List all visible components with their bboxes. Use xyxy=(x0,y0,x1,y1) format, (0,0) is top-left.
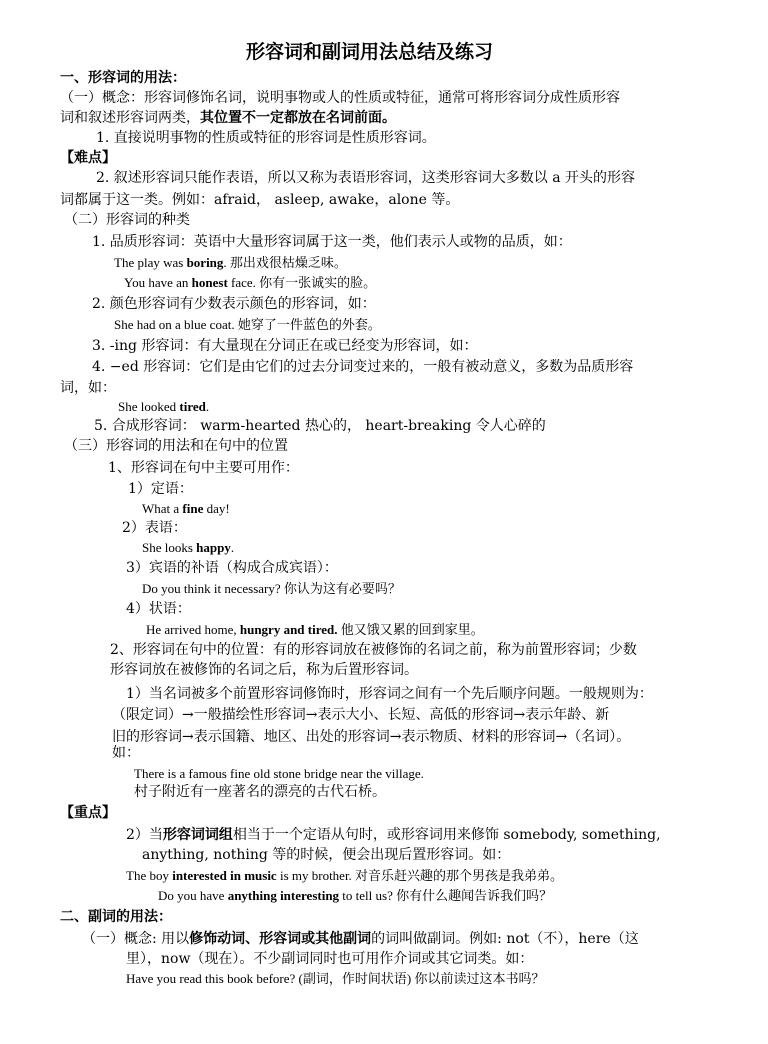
bold-text: tired xyxy=(179,399,206,414)
text-run: （一）概念: 用以 xyxy=(82,931,190,947)
text-run: She looks xyxy=(142,540,197,555)
example-sentence xyxy=(126,866,563,886)
text-run: What a xyxy=(142,501,183,516)
text-run: face. 你有一张诚实的脸。 xyxy=(227,275,377,290)
section-1-heading: 一、形容词的用法： xyxy=(60,70,186,86)
list-item: 2. 颜色形容词有少数表示颜色的形容词，如： xyxy=(92,296,376,312)
text-run: . 那出戏很枯燥乏味。 xyxy=(223,255,347,270)
paragraph-line: （限定词）→一般描绘性形容词→表示大小、长短、高低的形容词→表示年龄、新 xyxy=(112,707,610,723)
paragraph-line: 旧的形容词→表示国籍、地区、出处的形容词→表示物质、材料的形容词→（名词）。 xyxy=(112,729,631,745)
example-sentence xyxy=(118,397,209,417)
bold-text: anything interesting xyxy=(227,888,340,903)
example-sentence: She had on a blue coat. 她穿了一件蓝色的外套。 xyxy=(114,317,381,332)
bold-text: 形容词词组 xyxy=(162,827,233,843)
paragraph-line: 如： xyxy=(112,745,140,761)
paragraph-line: 2、形容词在句中的位置：有的形容词放在被修饰的名词之前，称为前置形容词；少数 xyxy=(110,642,637,658)
subsection-heading: （三）形容词的用法和在句中的位置 xyxy=(64,438,288,454)
text-run: 相当于一个定语从句时，或形容词用来修饰 somebody, something, xyxy=(232,827,661,843)
text-run: You have an xyxy=(124,275,192,290)
list-item: 2. 叙述形容词只能作表语，所以又称为表语形容词，这类形容词大多数以 a 开头的形容 xyxy=(96,170,636,186)
text-run: to tell us? 你有什么趣闻告诉我们吗？ xyxy=(339,888,553,903)
text-run: She looked xyxy=(118,399,180,414)
paragraph-line: 形容词放在被修饰的名词之后，称为后置形容词。 xyxy=(110,662,418,678)
list-item: 2）表语： xyxy=(122,520,187,536)
example-sentence xyxy=(142,499,230,519)
text-run: Do you have xyxy=(158,888,228,903)
bold-text: 其位置不一定都放在名词前面。 xyxy=(200,110,396,126)
paragraph-line xyxy=(126,825,661,845)
paragraph-line: 词，如： xyxy=(60,380,116,396)
page-title: 形容词和副词用法总结及练习 xyxy=(246,41,494,63)
bold-text: hungry and tired. xyxy=(239,622,338,637)
paragraph-line: （一）概念：形容词修饰名词，说明事物或人的性质或特征，通常可将形容词分成性质形容 xyxy=(60,90,620,106)
text-run: 他又饿又累的回到家里。 xyxy=(337,622,484,637)
bold-text: 修饰动词、形容词或其他副词 xyxy=(189,931,372,947)
key-point-tag: 【重点】 xyxy=(60,805,116,821)
text-run: 2）当 xyxy=(126,827,163,843)
list-item: 1. 直接说明事物的性质或特征的形容词是性质形容词。 xyxy=(96,130,436,146)
example-sentence: Do you think it necessary? 你认为这有必要吗？ xyxy=(142,581,401,596)
list-item: 3）宾语的补语（构成合成宾语）： xyxy=(126,560,338,576)
list-item: 3. -ing 形容词：有大量现在分词正在或已经变为形容词，如： xyxy=(92,338,478,354)
example-sentence xyxy=(124,273,376,293)
subsection-heading: （二）形容词的种类 xyxy=(64,212,190,228)
example-sentence xyxy=(158,886,552,906)
text-run: The play was xyxy=(114,255,187,270)
bold-text: happy xyxy=(196,540,231,555)
bold-text: interested in music xyxy=(172,868,277,883)
paragraph-line: 里），now（现在）。不少副词同时也可用作介词或其它词类。如： xyxy=(126,951,534,967)
paragraph-line: 词都属于这一类。例如：afraid， asleep, awake，alone 等。 xyxy=(60,192,460,208)
bold-text: fine xyxy=(182,501,204,516)
text-run: . xyxy=(230,540,235,555)
example-sentence xyxy=(142,538,234,558)
list-item: 1. 品质形容词：英语中大量形容词属于这一类，他们表示人或物的品质，如： xyxy=(92,234,572,250)
text-run: 的词叫做副词。例如: not（不），here（这 xyxy=(371,931,639,947)
list-item: 4）状语： xyxy=(126,601,191,617)
list-item: 1、形容词在句中主要可用作： xyxy=(108,460,299,476)
example-sentence xyxy=(146,620,484,640)
paragraph-line xyxy=(82,929,639,949)
paragraph-line xyxy=(60,108,396,128)
paragraph-line: 1）当名词被多个前置形容词修饰时，形容词之间有一个先后顺序问题。一般规则为： xyxy=(126,686,653,702)
text-run: He arrived home, xyxy=(146,622,240,637)
text-run: . xyxy=(205,399,210,414)
example-sentence: There is a famous fine old stone bridge near the village. xyxy=(134,766,424,781)
example-sentence xyxy=(114,253,347,273)
text-run: is my brother. 对音乐赶兴趣的那个男孩是我弟弟。 xyxy=(276,868,564,883)
text-run: The boy xyxy=(126,868,173,883)
example-translation: 村子附近有一座著名的漂亮的古代石桥。 xyxy=(134,784,386,800)
list-item: 1）定语： xyxy=(128,481,193,497)
list-item: 4. −ed 形容词：它们是由它们的过去分词变过来的，一般有被动意义，多数为品质形容 xyxy=(92,359,634,375)
bold-text: honest xyxy=(191,275,228,290)
text-run: 词和叙述形容词两类， xyxy=(60,110,200,126)
text-run: day! xyxy=(203,501,230,516)
list-item: 5. 合成形容词： warm-hearted 热心的， heart-breaking 令人心碎的 xyxy=(94,418,546,434)
example-sentence: Have you read this book before? (副词，作时间状语) 你以前读过这本书吗？ xyxy=(126,971,545,986)
paragraph-line: anything, nothing 等的时候，便会出现后置形容词。如： xyxy=(142,847,511,863)
section-2-heading: 二、副词的用法： xyxy=(60,909,172,925)
difficulty-tag: 【难点】 xyxy=(60,150,116,166)
bold-text: boring xyxy=(186,255,224,270)
